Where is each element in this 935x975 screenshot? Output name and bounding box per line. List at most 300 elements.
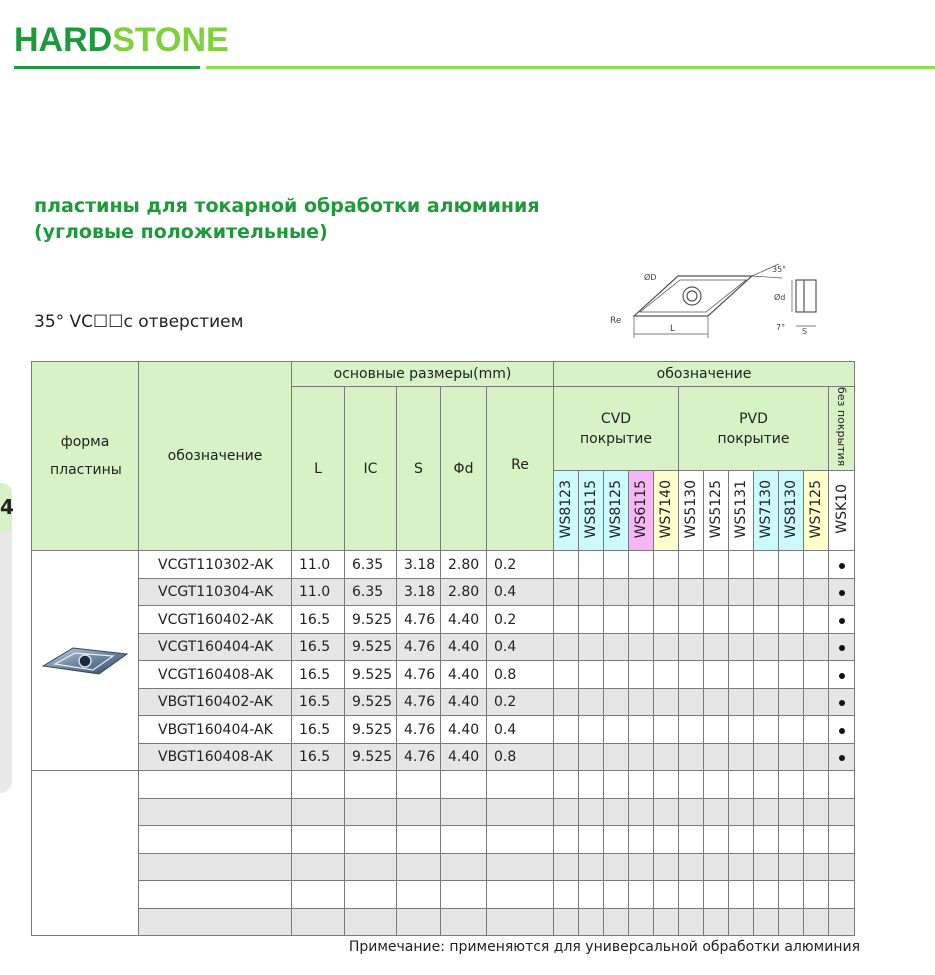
- availability-cell: [754, 551, 779, 579]
- availability-cell: [779, 578, 804, 606]
- availability-cell: [754, 716, 779, 744]
- availability-cell: [804, 633, 829, 661]
- empty-cell: [754, 908, 779, 936]
- grade-WS8130: WS8130: [779, 471, 804, 551]
- empty-cell: [604, 826, 629, 854]
- cell-d: 4.40: [441, 743, 487, 771]
- empty-cell: [779, 798, 804, 826]
- empty-cell: [629, 853, 654, 881]
- availability-cell: [779, 551, 804, 579]
- cell-IC: 9.525: [345, 743, 397, 771]
- empty-cell: [441, 771, 487, 799]
- table-row: [32, 578, 855, 606]
- empty-cell: [487, 853, 554, 881]
- availability-cell: [554, 578, 579, 606]
- grades-header: обозначение: [554, 362, 855, 387]
- availability-cell: [704, 688, 729, 716]
- empty-cell: [704, 826, 729, 854]
- designation-cell: VCGT110304-AK: [139, 578, 292, 606]
- availability-cell: [629, 688, 654, 716]
- empty-cell: [804, 771, 829, 799]
- insert-geometry-diagram: [604, 258, 829, 343]
- empty-cell: [487, 798, 554, 826]
- empty-cell: [629, 908, 654, 936]
- availability-cell: [779, 633, 804, 661]
- empty-cell: [397, 853, 441, 881]
- empty-cell: [139, 908, 292, 936]
- cvd-header: CVD покрытие: [554, 387, 679, 471]
- clearance-label: 7°: [776, 323, 786, 332]
- designation-cell: VCGT160404-AK: [139, 633, 292, 661]
- empty-cell: [729, 826, 754, 854]
- empty-cell: [441, 853, 487, 881]
- empty-cell: [754, 881, 779, 909]
- length-label: L: [670, 324, 676, 334]
- availability-cell: [679, 606, 704, 634]
- empty-cell: [554, 771, 579, 799]
- empty-cell: [554, 881, 579, 909]
- availability-cell: [629, 743, 654, 771]
- cell-IC: 6.35: [345, 578, 397, 606]
- empty-cell: [779, 826, 804, 854]
- grade-WS7125: WS7125: [804, 471, 829, 551]
- empty-cell: [629, 826, 654, 854]
- empty-cell: [397, 881, 441, 909]
- empty-cell: [397, 771, 441, 799]
- availability-cell: [829, 688, 855, 716]
- dim-col-S: S: [397, 387, 441, 551]
- empty-cell: [139, 853, 292, 881]
- cell-L: 16.5: [292, 743, 345, 771]
- availability-cell: [604, 551, 629, 579]
- availability-cell: [554, 633, 579, 661]
- designation-cell: VCGT160402-AK: [139, 606, 292, 634]
- table-row: [32, 716, 855, 744]
- empty-cell: [729, 853, 754, 881]
- available-dot: [839, 755, 845, 761]
- availability-cell: [704, 633, 729, 661]
- availability-cell: [729, 551, 754, 579]
- table-row: [32, 551, 855, 579]
- cell-L: 11.0: [292, 551, 345, 579]
- hole-dia-label: Ød: [774, 293, 786, 302]
- availability-cell: [629, 551, 654, 579]
- uncoated-header: без покрытия: [829, 387, 855, 471]
- cell-IC: 9.525: [345, 633, 397, 661]
- grade-WS8123: WS8123: [554, 471, 579, 551]
- availability-cell: [679, 551, 704, 579]
- availability-cell: [554, 688, 579, 716]
- availability-cell: [704, 716, 729, 744]
- availability-cell: [829, 551, 855, 579]
- empty-cell: [679, 881, 704, 909]
- availability-cell: [779, 661, 804, 689]
- availability-cell: [729, 716, 754, 744]
- empty-cell: [654, 771, 679, 799]
- empty-cell: [487, 826, 554, 854]
- table-row: [32, 743, 855, 771]
- availability-cell: [654, 688, 679, 716]
- chapter-tab: [0, 483, 12, 793]
- dim-col-IC: IC: [345, 387, 397, 551]
- empty-cell: [729, 881, 754, 909]
- availability-cell: [679, 743, 704, 771]
- availability-cell: [804, 578, 829, 606]
- availability-cell: [729, 633, 754, 661]
- grade-WS8115: WS8115: [579, 471, 604, 551]
- grade-WS6115: WS6115: [629, 471, 654, 551]
- cell-IC: 9.525: [345, 661, 397, 689]
- empty-cell: [345, 798, 397, 826]
- empty-cell: [804, 881, 829, 909]
- empty-cell: [441, 798, 487, 826]
- empty-cell: [579, 798, 604, 826]
- empty-cell: [679, 908, 704, 936]
- empty-cell: [804, 826, 829, 854]
- empty-cell: [629, 881, 654, 909]
- empty-row: [32, 853, 855, 881]
- empty-cell: [654, 826, 679, 854]
- grade-WS5125: WS5125: [704, 471, 729, 551]
- empty-cell: [829, 826, 855, 854]
- empty-cell: [441, 908, 487, 936]
- grade-WS7140: WS7140: [654, 471, 679, 551]
- empty-cell: [654, 908, 679, 936]
- availability-cell: [729, 743, 754, 771]
- availability-cell: [829, 606, 855, 634]
- cell-S: 3.18: [397, 578, 441, 606]
- designation-header: обозначение: [139, 362, 292, 551]
- empty-cell: [829, 853, 855, 881]
- empty-cell: [729, 798, 754, 826]
- availability-cell: [754, 578, 779, 606]
- cell-IC: 6.35: [345, 551, 397, 579]
- empty-cell: [554, 908, 579, 936]
- empty-cell: [754, 826, 779, 854]
- cell-Re: 0.8: [487, 743, 554, 771]
- empty-cell: [754, 853, 779, 881]
- empty-cell: [397, 798, 441, 826]
- empty-cell: [345, 908, 397, 936]
- empty-cell: [554, 853, 579, 881]
- empty-cell: [487, 881, 554, 909]
- designation-cell: VBGT160408-AK: [139, 743, 292, 771]
- availability-cell: [754, 688, 779, 716]
- empty-cell: [654, 853, 679, 881]
- available-dot: [839, 700, 845, 706]
- cell-Re: 0.8: [487, 661, 554, 689]
- empty-row: [32, 908, 855, 936]
- empty-cell: [654, 881, 679, 909]
- empty-cell: [345, 826, 397, 854]
- empty-cell: [487, 771, 554, 799]
- availability-cell: [604, 606, 629, 634]
- empty-cell: [754, 798, 779, 826]
- table-row: [32, 661, 855, 689]
- empty-cell: [704, 881, 729, 909]
- pvd-header: PVD покрытие: [679, 387, 829, 471]
- cell-S: 4.76: [397, 661, 441, 689]
- table-row: [32, 688, 855, 716]
- table-row: [32, 606, 855, 634]
- cell-Re: 0.2: [487, 551, 554, 579]
- availability-cell: [779, 743, 804, 771]
- availability-cell: [704, 551, 729, 579]
- availability-cell: [579, 743, 604, 771]
- grade-WSK10: WSK10: [829, 471, 855, 551]
- availability-cell: [804, 716, 829, 744]
- empty-cell: [804, 853, 829, 881]
- available-dot: [839, 645, 845, 651]
- empty-row: [32, 798, 855, 826]
- availability-cell: [679, 633, 704, 661]
- availability-cell: [754, 633, 779, 661]
- empty-cell: [779, 881, 804, 909]
- cell-Re: 0.2: [487, 688, 554, 716]
- cell-Re: 0.4: [487, 578, 554, 606]
- availability-cell: [629, 606, 654, 634]
- cell-S: 4.76: [397, 633, 441, 661]
- availability-cell: [554, 551, 579, 579]
- availability-cell: [629, 661, 654, 689]
- empty-cell: [292, 908, 345, 936]
- available-dot: [839, 728, 845, 734]
- cell-L: 16.5: [292, 606, 345, 634]
- availability-cell: [804, 688, 829, 716]
- empty-cell: [292, 826, 345, 854]
- empty-cell: [829, 881, 855, 909]
- empty-cell: [604, 853, 629, 881]
- empty-cell: [292, 853, 345, 881]
- radius-label: Re: [610, 316, 622, 326]
- empty-cell: [679, 853, 704, 881]
- empty-cell: [554, 826, 579, 854]
- available-dot: [839, 618, 845, 624]
- empty-cell: [345, 853, 397, 881]
- empty-cell: [779, 853, 804, 881]
- cell-d: 4.40: [441, 633, 487, 661]
- availability-cell: [579, 661, 604, 689]
- empty-cell: [292, 771, 345, 799]
- cell-d: 4.40: [441, 606, 487, 634]
- empty-cell: [139, 881, 292, 909]
- availability-cell: [829, 716, 855, 744]
- empty-cell: [579, 853, 604, 881]
- empty-cell: [629, 771, 654, 799]
- cell-d: 4.40: [441, 688, 487, 716]
- cell-S: 3.18: [397, 551, 441, 579]
- cell-IC: 9.525: [345, 688, 397, 716]
- availability-cell: [779, 716, 804, 744]
- empty-cell: [345, 771, 397, 799]
- header-rule-dark: [14, 66, 200, 69]
- insert-type-label: 35° VC☐☐с отверстием: [34, 312, 244, 332]
- title-line-2: (угловые положительные): [34, 221, 328, 243]
- cell-L: 16.5: [292, 633, 345, 661]
- empty-cell: [487, 908, 554, 936]
- chapter-number: 4: [0, 483, 12, 531]
- availability-cell: [579, 578, 604, 606]
- empty-row: [32, 771, 855, 799]
- availability-cell: [754, 606, 779, 634]
- availability-cell: [804, 743, 829, 771]
- designation-cell: VBGT160402-AK: [139, 688, 292, 716]
- empty-cell: [779, 908, 804, 936]
- availability-cell: [629, 633, 654, 661]
- availability-cell: [804, 661, 829, 689]
- availability-cell: [554, 661, 579, 689]
- empty-cell: [704, 798, 729, 826]
- empty-cell: [704, 853, 729, 881]
- table-row: [32, 633, 855, 661]
- empty-cell: [292, 798, 345, 826]
- availability-cell: [829, 633, 855, 661]
- od-label: ØD: [644, 273, 657, 282]
- title-line-1: пластины для токарной обработки алюминия: [34, 195, 540, 217]
- empty-cell: [579, 881, 604, 909]
- dim-col-L: L: [292, 387, 345, 551]
- cell-S: 4.76: [397, 688, 441, 716]
- cell-L: 16.5: [292, 716, 345, 744]
- availability-cell: [604, 661, 629, 689]
- empty-cell: [704, 771, 729, 799]
- grade-WS8125: WS8125: [604, 471, 629, 551]
- availability-cell: [579, 633, 604, 661]
- empty-cell: [729, 908, 754, 936]
- empty-cell: [829, 771, 855, 799]
- empty-cell: [397, 908, 441, 936]
- empty-cell: [679, 798, 704, 826]
- empty-cell: [139, 826, 292, 854]
- dims-header: основные размеры(mm): [292, 362, 554, 387]
- designation-cell: VBGT160404-AK: [139, 716, 292, 744]
- insert-photo: [41, 644, 129, 678]
- cell-d: 2.80: [441, 578, 487, 606]
- availability-cell: [729, 661, 754, 689]
- availability-cell: [704, 606, 729, 634]
- cell-L: 11.0: [292, 578, 345, 606]
- empty-cell: [804, 798, 829, 826]
- empty-cell: [579, 826, 604, 854]
- shape-header: форма пластины: [32, 362, 139, 551]
- cell-IC: 9.525: [345, 716, 397, 744]
- availability-cell: [804, 606, 829, 634]
- availability-cell: [729, 578, 754, 606]
- empty-cell: [139, 771, 292, 799]
- empty-cell: [729, 771, 754, 799]
- availability-cell: [679, 688, 704, 716]
- availability-cell: [654, 716, 679, 744]
- cell-Re: 0.2: [487, 606, 554, 634]
- availability-cell: [754, 743, 779, 771]
- dim-col-d: Φd: [441, 387, 487, 551]
- empty-cell: [441, 881, 487, 909]
- empty-cell: [679, 826, 704, 854]
- header-rule-light: [206, 66, 935, 69]
- availability-cell: [554, 743, 579, 771]
- availability-cell: [579, 688, 604, 716]
- empty-cell: [397, 826, 441, 854]
- empty-cell: [579, 908, 604, 936]
- availability-cell: [829, 743, 855, 771]
- cell-S: 4.76: [397, 606, 441, 634]
- availability-cell: [579, 606, 604, 634]
- availability-cell: [554, 716, 579, 744]
- designation-cell: VCGT160408-AK: [139, 661, 292, 689]
- empty-cell: [554, 798, 579, 826]
- empty-cell: [345, 881, 397, 909]
- availability-cell: [604, 688, 629, 716]
- cell-S: 4.76: [397, 716, 441, 744]
- empty-image-cell: [32, 771, 139, 936]
- empty-cell: [604, 798, 629, 826]
- empty-cell: [754, 771, 779, 799]
- availability-cell: [579, 716, 604, 744]
- logo-part-2: STONE: [112, 21, 229, 59]
- availability-cell: [754, 661, 779, 689]
- product-table: [31, 361, 855, 936]
- empty-cell: [292, 881, 345, 909]
- availability-cell: [704, 661, 729, 689]
- cell-S: 4.76: [397, 743, 441, 771]
- empty-cell: [704, 908, 729, 936]
- empty-cell: [779, 771, 804, 799]
- empty-cell: [579, 771, 604, 799]
- cell-d: 2.80: [441, 551, 487, 579]
- designation-cell: VCGT110302-AK: [139, 551, 292, 579]
- availability-cell: [654, 606, 679, 634]
- empty-cell: [829, 798, 855, 826]
- availability-cell: [629, 578, 654, 606]
- availability-cell: [654, 661, 679, 689]
- availability-cell: [679, 578, 704, 606]
- cell-L: 16.5: [292, 661, 345, 689]
- footnote: Примечание: применяются для универсальной обработки алюминия: [348, 939, 860, 955]
- empty-cell: [604, 908, 629, 936]
- availability-cell: [679, 661, 704, 689]
- availability-cell: [779, 606, 804, 634]
- cell-Re: 0.4: [487, 716, 554, 744]
- availability-cell: [704, 743, 729, 771]
- empty-row: [32, 826, 855, 854]
- cell-L: 16.5: [292, 688, 345, 716]
- availability-cell: [554, 606, 579, 634]
- availability-cell: [829, 578, 855, 606]
- empty-cell: [829, 908, 855, 936]
- available-dot: [839, 673, 845, 679]
- empty-cell: [604, 771, 629, 799]
- empty-cell: [441, 826, 487, 854]
- empty-row: [32, 881, 855, 909]
- availability-cell: [604, 743, 629, 771]
- page-title: [34, 193, 540, 245]
- grade-WS5130: WS5130: [679, 471, 704, 551]
- angle-label: 35°: [772, 265, 787, 274]
- empty-cell: [804, 908, 829, 936]
- availability-cell: [804, 551, 829, 579]
- availability-cell: [604, 716, 629, 744]
- empty-cell: [629, 798, 654, 826]
- brand-logo: [14, 22, 229, 58]
- availability-cell: [829, 661, 855, 689]
- availability-cell: [779, 688, 804, 716]
- insert-image-cell: [32, 551, 139, 771]
- cell-IC: 9.525: [345, 606, 397, 634]
- availability-cell: [654, 743, 679, 771]
- availability-cell: [729, 688, 754, 716]
- empty-cell: [604, 881, 629, 909]
- thickness-label: S: [802, 327, 808, 336]
